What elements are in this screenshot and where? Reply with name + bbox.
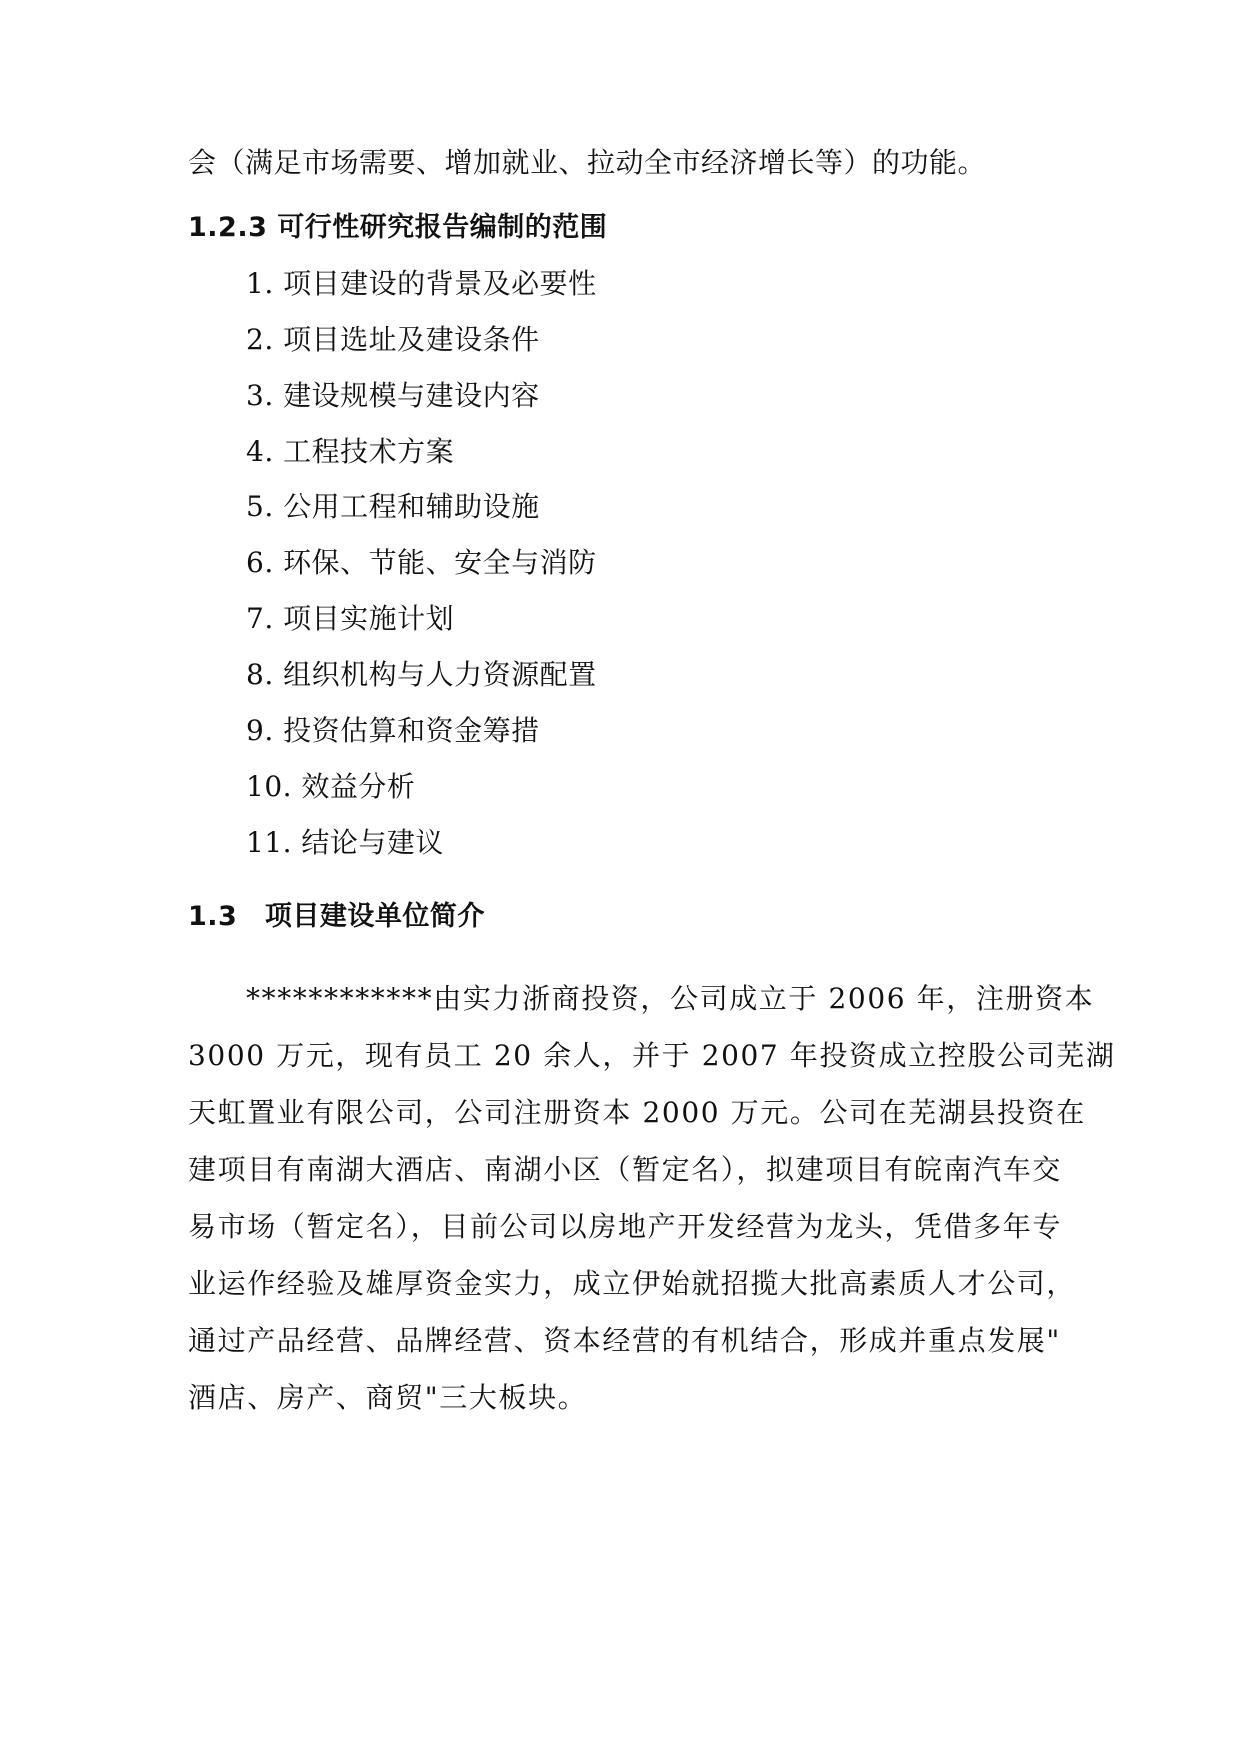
list-item: 11. 结论与建议 (246, 826, 444, 859)
list-item: 3. 建设规模与建设内容 (246, 379, 540, 412)
list-item: 8. 组织机构与人力资源配置 (246, 658, 597, 691)
list-item: 1. 项目建设的背景及必要性 (246, 267, 597, 300)
paragraph-line: 建项目有南湖大酒店、南湖小区（暂定名），拟建项目有皖南汽车交 (188, 1153, 1063, 1186)
continuation-line: 会（满足市场需要、增加就业、拉动全市经济增长等）的功能。 (188, 146, 987, 179)
paragraph-line: 3000 万元，现有员工 20 余人，并于 2007 年投资成立控股公司芜湖 (188, 1039, 1116, 1072)
list-item: 6. 环保、节能、安全与消防 (246, 546, 597, 579)
list-item: 2. 项目选址及建设条件 (246, 323, 540, 356)
section-heading-1-3: 1.3 项目建设单位简介 (188, 901, 485, 932)
paragraph-line: 易市场（暂定名），目前公司以房地产开发经营为龙头，凭借多年专 (188, 1210, 1063, 1243)
list-item: 7. 项目实施计划 (246, 602, 455, 635)
list-item: 4. 工程技术方案 (246, 435, 455, 468)
list-item: 10. 效益分析 (246, 770, 416, 803)
paragraph-line: 酒店、房产、商贸"三大板块。 (188, 1381, 588, 1414)
paragraph-line: ************由实力浙商投资，公司成立于 2006 年，注册资本 (246, 982, 1095, 1015)
paragraph-line: 通过产品经营、品牌经营、资本经营的有机结合，形成并重点发展" (188, 1324, 1061, 1357)
section-heading-1-2-3: 1.2.3 可行性研究报告编制的范围 (188, 212, 608, 243)
paragraph-line: 天虹置业有限公司，公司注册资本 2000 万元。公司在芜湖县投资在 (188, 1096, 1086, 1129)
list-item: 5. 公用工程和辅助设施 (246, 490, 540, 523)
list-item: 9. 投资估算和资金筹措 (246, 714, 540, 747)
paragraph-line: 业运作经验及雄厚资金实力，成立伊始就招揽大批高素质人才公司， (188, 1267, 1077, 1300)
